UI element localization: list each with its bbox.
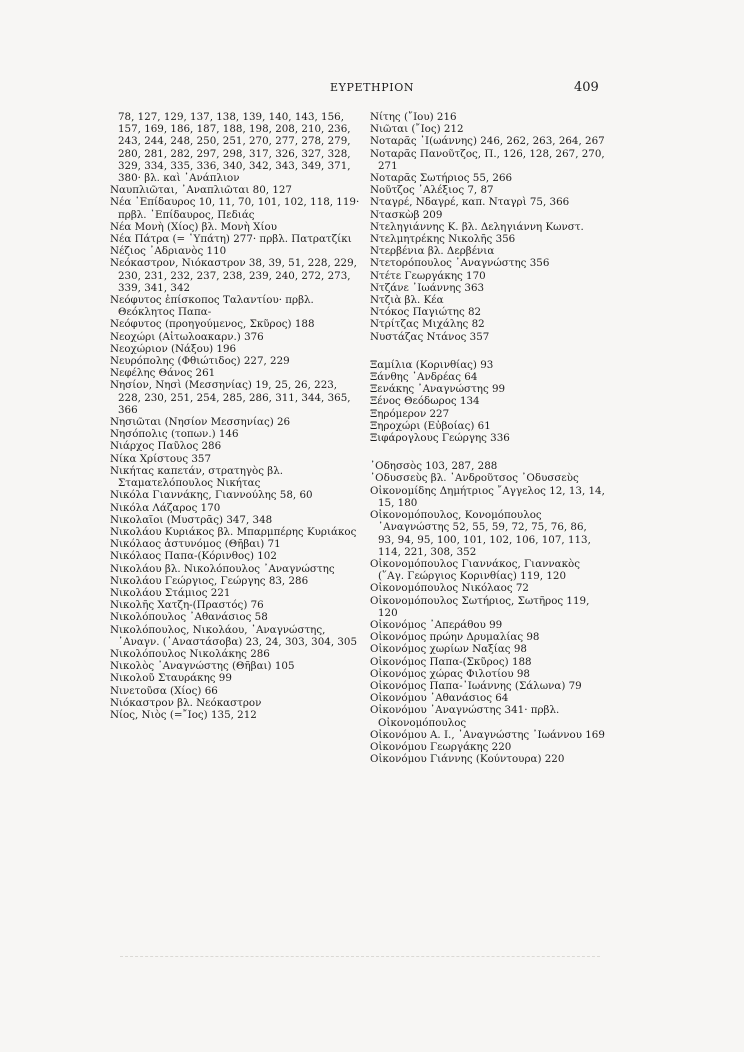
- index-entry: Οἰκονομόπουλος, Κονομόπουλος ᾿Αναγνώστης 52, 55, 59, 72, 75, 76, 86, 93, 94, 95, 100, 101, 102, 106, 107, 113, 114, 221, 308, 352: [370, 509, 591, 558]
- index-entry: Ξαμίλια (Κορινθίας) 93: [370, 358, 494, 371]
- index-entry: Νίκα Χρίστους 357: [110, 452, 212, 465]
- index-entry: Ντζάνε ᾿Ιωάννης 363: [370, 281, 485, 294]
- index-entry: Νησίον, Νησὶ (Μεσσηνίας) 19, 25, 26, 223, 228, 230, 251, 254, 285, 286, 311, 344, 365, 366: [110, 379, 351, 416]
- index-entry: Ντασκὼβ 209: [370, 208, 443, 221]
- index-entry: Ντετορόπουλος ᾿Αναγνώστης 356: [370, 257, 550, 270]
- index-entry: Ντερβένια βλ. Δερβένια: [370, 245, 495, 258]
- index-entry: Νοῦτζος ᾿Αλέξιος 7, 87: [370, 184, 494, 197]
- index-entry: Νικήτας καπετάν, στρατηγὸς βλ. Σταματελόπουλος Νικήτας: [110, 464, 284, 490]
- index-entry: Νίος, Νιὸς (=῎Ιος) 135, 212: [110, 708, 257, 721]
- running-title: ΕΥΡΕΤΗΡΙΟΝ: [330, 81, 415, 94]
- index-entry: Ναυπλιῶται, ᾿Αναπλιῶται 80, 127: [110, 184, 292, 197]
- index-entry: Νικολόπουλος, Νικολάου, ᾿Αναγνώστης, ᾿Αναγν. (᾿Αναστάσοβα) 23, 24, 303, 304, 305: [110, 623, 358, 648]
- index-entry: Νικόλαος ἀστυνόμος (Θῆβαι) 71: [110, 538, 281, 551]
- index-entry: Νταγρέ, Νδαγρέ, καπ. Νταγρὶ 75, 366: [370, 196, 570, 209]
- index-column-left: [110, 111, 360, 721]
- index-entry: Οἰκονόμου Γιάννης (Κούντουρα) 220: [370, 753, 565, 766]
- index-entry: Νοταρᾶς Πανοῦτζος, Π., 126, 128, 267, 270, 271: [370, 147, 605, 172]
- index-entry: ᾿Οδησσὸς 103, 287, 288: [370, 460, 498, 473]
- index-entry: Νέα Μονὴ (Χίος) βλ. Μονὴ Χίου: [110, 220, 277, 233]
- index-entry: Νικολάου Κυριάκος βλ. Μπαρμπέρης Κυριάκος: [110, 525, 357, 538]
- index-entry: Νικόλαος Παπα-(Κόρινθος) 102: [110, 550, 277, 563]
- index-entry: Ξένος Θεόδωρος 134: [370, 395, 480, 408]
- index-entry: Νιάρχος Παῦλος 286: [110, 440, 222, 453]
- index-entry: 78, 127, 129, 137, 138, 139, 140, 143, 156, 157, 169, 186, 187, 188, 198, 208, 210, 236, 243, 244, 248, 250, 251, 270, 277, 278, 279, 280, 281, 282, 297, 298, 317, 326, 327, 328, 329, 334, 335, 336, 340, 342, 343, 349, 371, 380· βλ. καὶ ᾿Ανάπλιον: [118, 111, 351, 185]
- index-entry: Νικολοῦ Σταυράκης 99: [110, 672, 232, 685]
- index-entry: Ξιφάρογλους Γεώργης 336: [370, 432, 510, 445]
- page-header: [0, 81, 744, 97]
- index-entry: Νικόλα Λάζαρος 170: [110, 501, 221, 514]
- index-entry: Νιόκαστρον βλ. Νεόκαστρον: [110, 696, 262, 709]
- index-entry: Νικολόπουλος Νικολάκης 286: [110, 647, 270, 660]
- letter-section-gap: [370, 444, 605, 460]
- index-entry: Νικολάου Στάμιος 221: [110, 586, 231, 599]
- index-entry: Νίτης (῎Ιου) 216: [370, 111, 457, 123]
- index-entry: Νευρόπολης (Φθιώτιδος) 227, 229: [110, 355, 290, 368]
- index-entry: Νεφέλης Θάνος 261: [110, 367, 216, 380]
- index-entry: Οἰκονόμου Γεωργάκης 220: [370, 740, 512, 753]
- index-entry: Οἰκονόμος πρώην Δρυμαλίας 98: [370, 631, 540, 644]
- index-entry: Νινετοῦσα (Χίος) 66: [110, 684, 218, 697]
- index-entry: Οἰκονομόπουλος Σωτήριος, Σωτῆρος 119, 120: [370, 594, 590, 619]
- index-entry: Οἰκονόμος Παπα-(Σκῦρος) 188: [370, 655, 532, 668]
- index-entry: Νικόλα Γιαννάκης, Γιαννούλης 58, 60: [110, 489, 313, 502]
- index-entry: Ξενάκης ᾿Αναγνώστης 99: [370, 383, 506, 396]
- index-entry: Νικολαῖοι (Μυστρᾶς) 347, 348: [110, 513, 273, 526]
- index-entry: Ντελμητρέκης Νικολῆς 356: [370, 233, 516, 246]
- index-entry: Νεόφυτος (προηγούμενος, Σκῦρος) 188: [110, 318, 315, 331]
- index-entry: Νέζιος ᾿Αδριανὸς 110: [110, 245, 227, 258]
- index-entry: Οἰκονόμος ᾿Απεράθου 99: [370, 618, 503, 631]
- index-entry: Ξάνθης ᾿Ανδρέας 64: [370, 371, 478, 384]
- index-entry: Ντέτε Γεωργάκης 170: [370, 269, 486, 282]
- index-entry: Νησόπολις (τοπων.) 146: [110, 428, 239, 441]
- index-entry: Οἰκονόμου ᾿Αναγνώστης 341· πρβλ. Οἰκονομόπουλος: [370, 704, 560, 729]
- index-entry: Νησιῶται (Νησίον Μεσσηνίας) 26: [110, 416, 291, 429]
- index-entry: Νεόφυτος ἐπίσκοπος Ταλαντίου· πρβλ. Θεόκλητος Παπα-: [110, 294, 314, 319]
- index-column-right: [370, 111, 605, 765]
- index-entry: Νικολάου Γεώργιος, Γεώργης 83, 286: [110, 574, 309, 587]
- letter-section-gap: [370, 343, 605, 359]
- index-entry: Νικολὸς ᾿Αναγνώστης (Θῆβαι) 105: [110, 660, 295, 673]
- index-entry: Νυστάζας Ντάνος 357: [370, 330, 490, 343]
- index-entry: Νεόκαστρον, Νιόκαστρον 38, 39, 51, 228, 229, 230, 231, 232, 237, 238, 239, 240, 272, 273, 339, 341, 342: [110, 257, 357, 294]
- index-entry: Νοταρᾶς Σωτήριος 55, 266: [370, 172, 513, 185]
- index-entry: Οἰκονόμος χωρίων Ναξίας 98: [370, 643, 527, 656]
- index-entry: Νιῶται (῎Ιος) 212: [370, 123, 464, 136]
- index-entry: Οἰκονόμος χώρας Φιλοτίου 98: [370, 667, 530, 680]
- index-entry: Ντεληγιάννης Κ. βλ. Δεληγιάννη Κωνστ.: [370, 220, 584, 233]
- index-entry: Ντρίτζας Μιχάλης 82: [370, 318, 485, 331]
- index-entry: Ντζιὰ βλ. Κέα: [370, 294, 444, 307]
- index-entry: Νέα ᾿Επίδαυρος 10, 11, 70, 101, 102, 118, 119· πρβλ. ᾿Επίδαυρος, Πεδιάς: [110, 196, 360, 221]
- index-entry: Οἰκονομόπουλος Γιαννάκος, Γιαννακὸς (῞Αγ. Γεώργιος Κορινθίας) 119, 120: [370, 557, 581, 583]
- index-entry: Νικολάου βλ. Νικολόπουλος ᾿Αναγνώστης: [110, 562, 335, 575]
- index-entry: ᾿Οδυσσεὺς βλ. ᾿Ανδροῦτσος ᾿Οδυσσεὺς: [370, 472, 579, 485]
- index-entry: Οἰκονόμου ᾿Αθανάσιος 64: [370, 692, 509, 705]
- index-entry: Νικολόπουλος ᾿Αθανάσιος 58: [110, 611, 268, 624]
- page-number: 409: [574, 80, 599, 95]
- index-entry: Νοταρᾶς ᾿Ι(ωάννης) 246, 262, 263, 264, 267: [370, 135, 605, 148]
- index-entry: Οἰκονόμος Παπα-᾿Ιωάννης (Σάλωνα) 79: [370, 679, 582, 692]
- index-entry: Νεοχώριον (Νάξου) 196: [110, 342, 237, 355]
- index-entry: Οἰκονόμου Α. Ι., ᾿Αναγνώστης ᾿Ιωάννου 169: [370, 728, 605, 741]
- index-entry: Νεοχώρι (Αἰτωλοακαρν.) 376: [110, 330, 264, 343]
- index-entry: Νέα Πάτρα (= ῾Υπάτη) 277· πρβλ. Πατρατζίκι: [110, 233, 352, 246]
- index-entry: Οἰκονομόπουλος Νικόλαος 72: [370, 582, 529, 595]
- index-entry: Οἰκονομίδης Δημήτριος ῎Αγγελος 12, 13, 14, 15, 180: [370, 484, 605, 509]
- scan-artifact-line: [120, 956, 600, 958]
- index-entry: Ξηρόμερον 227: [370, 407, 450, 420]
- index-entry: Ντόκος Παγιώτης 82: [370, 306, 482, 319]
- index-entry: Ξηροχώρι (Εὐβοίας) 61: [370, 419, 491, 432]
- index-entry: Νικολῆς Χατζη-(Πραστός) 76: [110, 599, 264, 612]
